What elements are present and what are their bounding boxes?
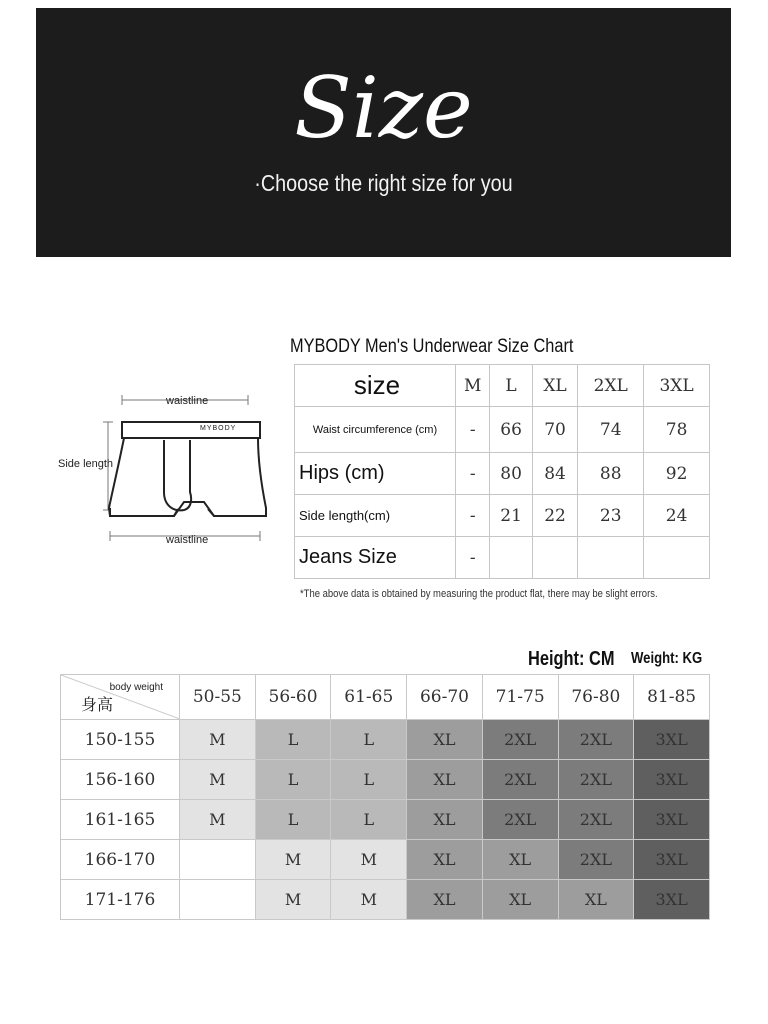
weight-col-header: 81-85 xyxy=(634,675,710,720)
weight-header-row xyxy=(61,675,710,720)
size-cell: XL xyxy=(407,880,483,920)
height-row xyxy=(61,760,710,800)
size-chart-table xyxy=(294,364,710,579)
row-label-hips: Hips (cm) xyxy=(295,453,456,495)
weight-col-header: 56-60 xyxy=(255,675,331,720)
size-cell xyxy=(180,840,256,880)
size-cell: XL xyxy=(407,840,483,880)
size-cell: 2XL xyxy=(558,760,634,800)
table-cell: 70 xyxy=(532,407,578,453)
size-col-header: 3XL xyxy=(644,365,710,407)
size-cell: 3XL xyxy=(634,800,710,840)
table-cell: 23 xyxy=(578,495,644,537)
size-header-row xyxy=(295,365,710,407)
size-cell: 3XL xyxy=(634,880,710,920)
table-cell: 24 xyxy=(644,495,710,537)
table-cell xyxy=(532,537,578,579)
table-cell: 66 xyxy=(490,407,532,453)
size-cell: 2XL xyxy=(482,760,558,800)
size-cell: L xyxy=(331,800,407,840)
corner-cell xyxy=(61,675,180,720)
row-label-side-length: Side length(cm) xyxy=(295,495,456,537)
height-row xyxy=(61,880,710,920)
waistline-top-label: waistline xyxy=(166,395,209,407)
size-col-header: XL xyxy=(532,365,578,407)
size-cell: 2XL xyxy=(482,800,558,840)
size-cell: 3XL xyxy=(634,720,710,760)
side-length-row xyxy=(295,495,710,537)
row-label-jeans-size: Jeans Size xyxy=(295,537,456,579)
size-cell: XL xyxy=(558,880,634,920)
size-cell: M xyxy=(180,800,256,840)
size-col-header: M xyxy=(456,365,490,407)
table-cell xyxy=(578,537,644,579)
size-cell: 2XL xyxy=(558,720,634,760)
height-row xyxy=(61,800,710,840)
weight-col-header: 76-80 xyxy=(558,675,634,720)
height-row-label: 166-170 xyxy=(61,840,180,880)
waist-row xyxy=(295,407,710,453)
table-cell: 22 xyxy=(532,495,578,537)
size-cell: L xyxy=(255,720,331,760)
table-cell: 92 xyxy=(644,453,710,495)
hips-row xyxy=(295,453,710,495)
row-label-waist: Waist circumference (cm) xyxy=(295,407,456,453)
size-col-header: 2XL xyxy=(578,365,644,407)
size-header-label: size xyxy=(295,365,456,407)
size-cell: 3XL xyxy=(634,840,710,880)
size-cell: L xyxy=(255,760,331,800)
size-cell: L xyxy=(255,800,331,840)
side-length-label: Side length xyxy=(58,458,114,470)
size-cell: XL xyxy=(482,880,558,920)
size-cell: 2XL xyxy=(482,720,558,760)
banner-title: Size xyxy=(294,59,473,157)
size-cell: M xyxy=(331,840,407,880)
weight-col-header: 61-65 xyxy=(331,675,407,720)
height-row-label: 156-160 xyxy=(61,760,180,800)
waistline-bottom-label: waistline xyxy=(166,534,209,546)
size-cell: L xyxy=(331,720,407,760)
size-cell: XL xyxy=(407,800,483,840)
table-cell: 78 xyxy=(644,407,710,453)
size-cell: 2XL xyxy=(558,840,634,880)
table-cell: 21 xyxy=(490,495,532,537)
size-cell: M xyxy=(180,720,256,760)
size-cell: M xyxy=(255,840,331,880)
weight-col-header: 50-55 xyxy=(180,675,256,720)
banner-subtitle: ·Choose the right size for you xyxy=(254,170,513,196)
size-cell: XL xyxy=(482,840,558,880)
corner-weight-label: body weight xyxy=(109,682,163,693)
size-cell xyxy=(180,880,256,920)
corner-height-label: 身高 xyxy=(81,695,114,714)
size-cell: XL xyxy=(407,720,483,760)
height-row-label: 150-155 xyxy=(61,720,180,760)
size-banner xyxy=(36,8,731,257)
table-cell: - xyxy=(456,495,490,537)
weight-unit-label: Weight: KG xyxy=(631,650,703,667)
table-cell: - xyxy=(456,407,490,453)
size-cell: XL xyxy=(407,760,483,800)
size-cell: 2XL xyxy=(558,800,634,840)
underwear-diagram xyxy=(52,388,277,558)
size-cell: M xyxy=(255,880,331,920)
fit-grid-table xyxy=(60,674,710,920)
size-cell: L xyxy=(331,760,407,800)
brand-label: MYBODY xyxy=(200,425,237,432)
height-row-label: 161-165 xyxy=(61,800,180,840)
table-cell: 84 xyxy=(532,453,578,495)
measurement-note: *The above data is obtained by measuring the product flat, there may be slight errors. xyxy=(300,588,658,600)
size-chart-title: MYBODY Men's Underwear Size Chart xyxy=(290,336,574,357)
weight-col-header: 66-70 xyxy=(407,675,483,720)
table-cell: - xyxy=(456,537,490,579)
height-row xyxy=(61,720,710,760)
height-row-label: 171-176 xyxy=(61,880,180,920)
size-cell: M xyxy=(331,880,407,920)
table-cell xyxy=(490,537,532,579)
table-cell: - xyxy=(456,453,490,495)
table-cell: 80 xyxy=(490,453,532,495)
weight-col-header: 71-75 xyxy=(482,675,558,720)
height-row xyxy=(61,840,710,880)
jeans-size-row xyxy=(295,537,710,579)
height-unit-label: Height: CM xyxy=(528,648,615,670)
size-cell: M xyxy=(180,760,256,800)
underwear-illustration xyxy=(52,388,277,558)
table-cell: 88 xyxy=(578,453,644,495)
table-cell xyxy=(644,537,710,579)
size-col-header: L xyxy=(490,365,532,407)
size-cell: 3XL xyxy=(634,760,710,800)
table-cell: 74 xyxy=(578,407,644,453)
